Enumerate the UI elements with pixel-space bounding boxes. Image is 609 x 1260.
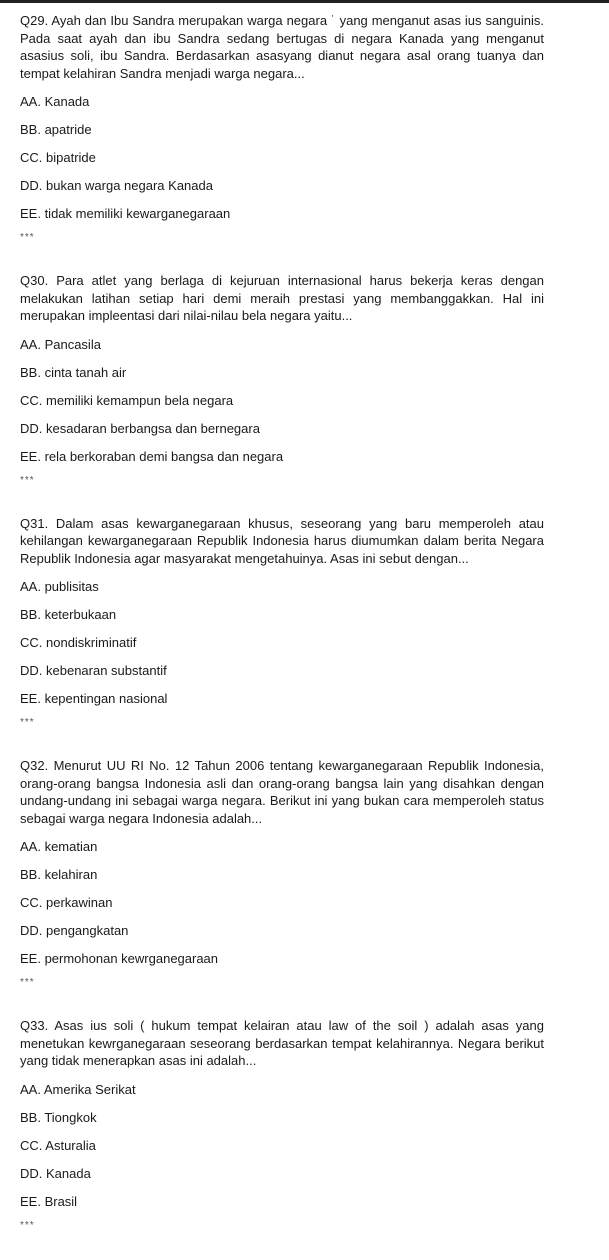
option-e: EE. rela berkoraban demi bangsa dan negara (20, 448, 284, 464)
separator: *** (20, 717, 35, 728)
separator: *** (20, 474, 35, 486)
question-text: Q29. Ayah dan Ibu Sandra merupakan warga negara ˙ yang menganut asas ius sanguinis. Pada saat ayah dan ibu Sandra sedang bertugas di negara Kanada yang menganut asasius soli, ibu Sandra. Berdasarkan asasyang dianut negara asal orang tuanya dan tempat kelahiran Sandra menjadi warga negara... (20, 13, 544, 81)
option-a: AA. kematian (20, 839, 98, 854)
separator: *** (20, 1219, 35, 1231)
option-d: DD. kesadaran berbangsa dan bernegara (20, 420, 260, 436)
option-d: DD. pengangkatan (20, 923, 129, 938)
option-c: CC. bipatride (20, 150, 96, 165)
question-text: Q31. Dalam asas kewarganegaraan khusus, seseorang yang baru memperoleh atau kehilangan kewarganegaraan Republik Indonesia harus diumumkan dalam berita Negara Republik Indonesia agar masyarakat mengetahuinya. Asas ini sebut dengan... (20, 515, 544, 566)
option-b: BB. cinta tanah air (20, 364, 127, 380)
option-e: EE. tidak memiliki kewarganegaraan (20, 206, 231, 221)
question-text: Q32. Menurut UU RI No. 12 Tahun 2006 tentang kewarganegaraan Republik Indonesia, orang-orang bangsa Indonesia asli dan orang-orang bangsa lain yang disahkan dengan undang-undang ini sebagai warga negara. Berikut ini yang bukan cara memperoleh status sebagai warga negara Indonesia adalah... (20, 758, 544, 826)
option-d: DD. kebenaran substantif (20, 663, 167, 678)
top-border (0, 0, 609, 3)
question-32 (20, 757, 544, 1006)
option-e: EE. permohonan kewrganegaraan (20, 951, 219, 966)
question-text: Q30. Para atlet yang berlaga di kejuruan internasional harus bekerja keras dengan melakukan latihan setiap hari demi meraih prestasi yang membanggakkan. Hal ini merupakan impleentasi dari nilai-nilau bela negara yaitu... (20, 273, 544, 323)
option-b: BB. apatride (20, 122, 92, 137)
option-c: CC. perkawinan (20, 895, 113, 910)
option-a: AA. Kanada (20, 94, 90, 109)
quiz-document (20, 12, 544, 1260)
option-e: EE. kepentingan nasional (20, 691, 168, 706)
option-a: AA. Pancasila (20, 336, 101, 352)
option-b: BB. keterbukaan (20, 607, 117, 622)
option-e: EE. Brasil (20, 1193, 78, 1209)
question-text: Q33. Asas ius soli ( hukum tempat kelairan atau law of the soil ) adalah asas yang menetukan kewrganegaraan seseorang berdasarkan tempat kelahirannya. Negara berikut yang tidak menerapkan asas ini adalah... (20, 1018, 544, 1068)
separator: *** (20, 977, 35, 988)
option-b: BB. Tiongkok (20, 1109, 97, 1125)
option-c: CC. memiliki kemampun bela negara (20, 392, 234, 408)
option-d: DD. bukan warga negara Kanada (20, 178, 213, 193)
option-a: AA. publisitas (20, 579, 99, 594)
question-31 (20, 515, 544, 747)
option-b: BB. kelahiran (20, 867, 98, 882)
separator: *** (20, 232, 35, 243)
option-c: CC. Asturalia (20, 1137, 96, 1153)
option-c: CC. nondiskriminatif (20, 635, 137, 650)
option-d: DD. Kanada (20, 1165, 91, 1181)
question-30 (20, 272, 544, 504)
question-33 (20, 1017, 544, 1249)
question-29 (20, 12, 544, 261)
option-a: AA. Amerika Serikat (20, 1081, 136, 1097)
